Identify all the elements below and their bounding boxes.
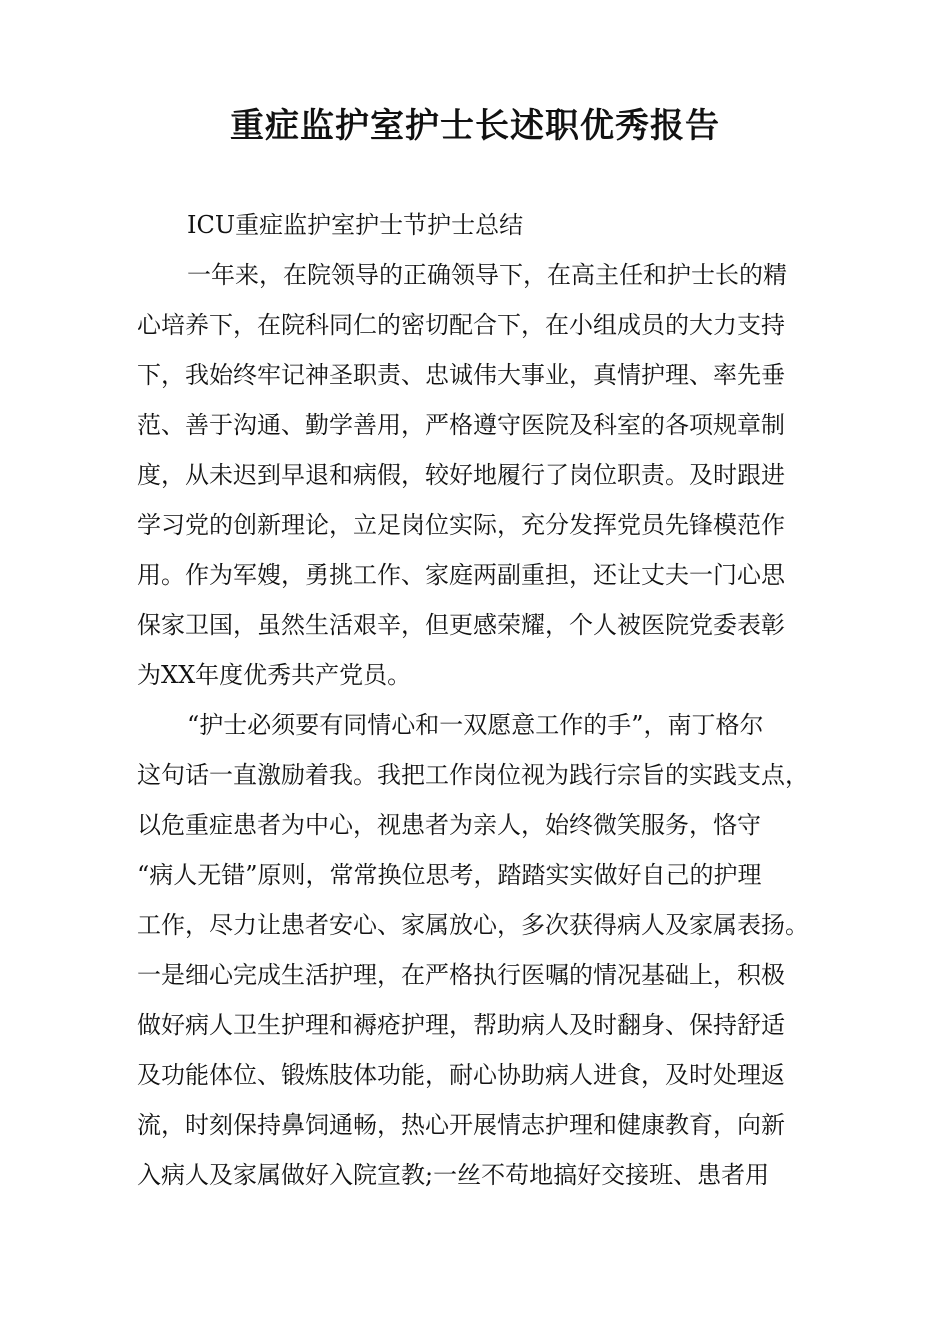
paragraph-line: 入病人及家属做好入院宣教;一丝不苟地搞好交接班、患者用 (137, 1161, 770, 1189)
paragraph-line: 流，时刻保持鼻饲通畅，热心开展情志护理和健康教育，向新 (137, 1111, 785, 1139)
paragraph-line: 为XX年度优秀共产党员。 (137, 661, 412, 689)
paragraph-line: “护士必须要有同情心和一双愿意工作的手”，南丁格尔 (187, 711, 764, 739)
paragraph-line: 工作，尽力让患者安心、家属放心，多次获得病人及家属表扬。 (137, 911, 809, 939)
subtitle-line: ICU重症监护室护士节护士总结 (187, 211, 524, 239)
paragraph-line: 用。作为军嫂，勇挑工作、家庭两副重担，还让丈夫一门心思 (137, 561, 785, 589)
paragraph-line: 心培养下，在院科同仁的密切配合下，在小组成员的大力支持 (137, 311, 785, 339)
paragraph-line: 学习党的创新理论，立足岗位实际，充分发挥党员先锋模范作 (137, 511, 785, 539)
paragraph-line: 做好病人卫生护理和褥疮护理，帮助病人及时翻身、保持舒适 (137, 1011, 785, 1039)
document-title: 重症监护室护士长述职优秀报告 (230, 106, 720, 146)
paragraph-line: 以危重症患者为中心，视患者为亲人，始终微笑服务，恪守 (137, 811, 761, 839)
paragraph-line: 一是细心完成生活护理，在严格执行医嘱的情况基础上，积极 (137, 961, 785, 989)
paragraph-line: 这句话一直激励着我。我把工作岗位视为践行宗旨的实践支点， (137, 761, 809, 789)
paragraph-line: 度，从未迟到早退和病假，较好地履行了岗位职责。及时跟进 (137, 461, 785, 489)
paragraph-line: 及功能体位、锻炼肢体功能，耐心协助病人进食，及时处理返 (137, 1061, 785, 1089)
paragraph-line: 保家卫国，虽然生活艰辛，但更感荣耀，个人被医院党委表彰 (137, 611, 785, 639)
paragraph-line: 范、善于沟通、勤学善用，严格遵守医院及科室的各项规章制 (137, 411, 785, 439)
document-body (137, 200, 837, 1200)
paragraph-line: 下，我始终牢记神圣职责、忠诚伟大事业，真情护理、率先垂 (137, 361, 785, 389)
paragraph-line: 一年来，在院领导的正确领导下，在高主任和护士长的精 (187, 261, 787, 289)
paragraph-line: “病人无错”原则，常常换位思考，踏踏实实做好自己的护理 (137, 861, 762, 889)
